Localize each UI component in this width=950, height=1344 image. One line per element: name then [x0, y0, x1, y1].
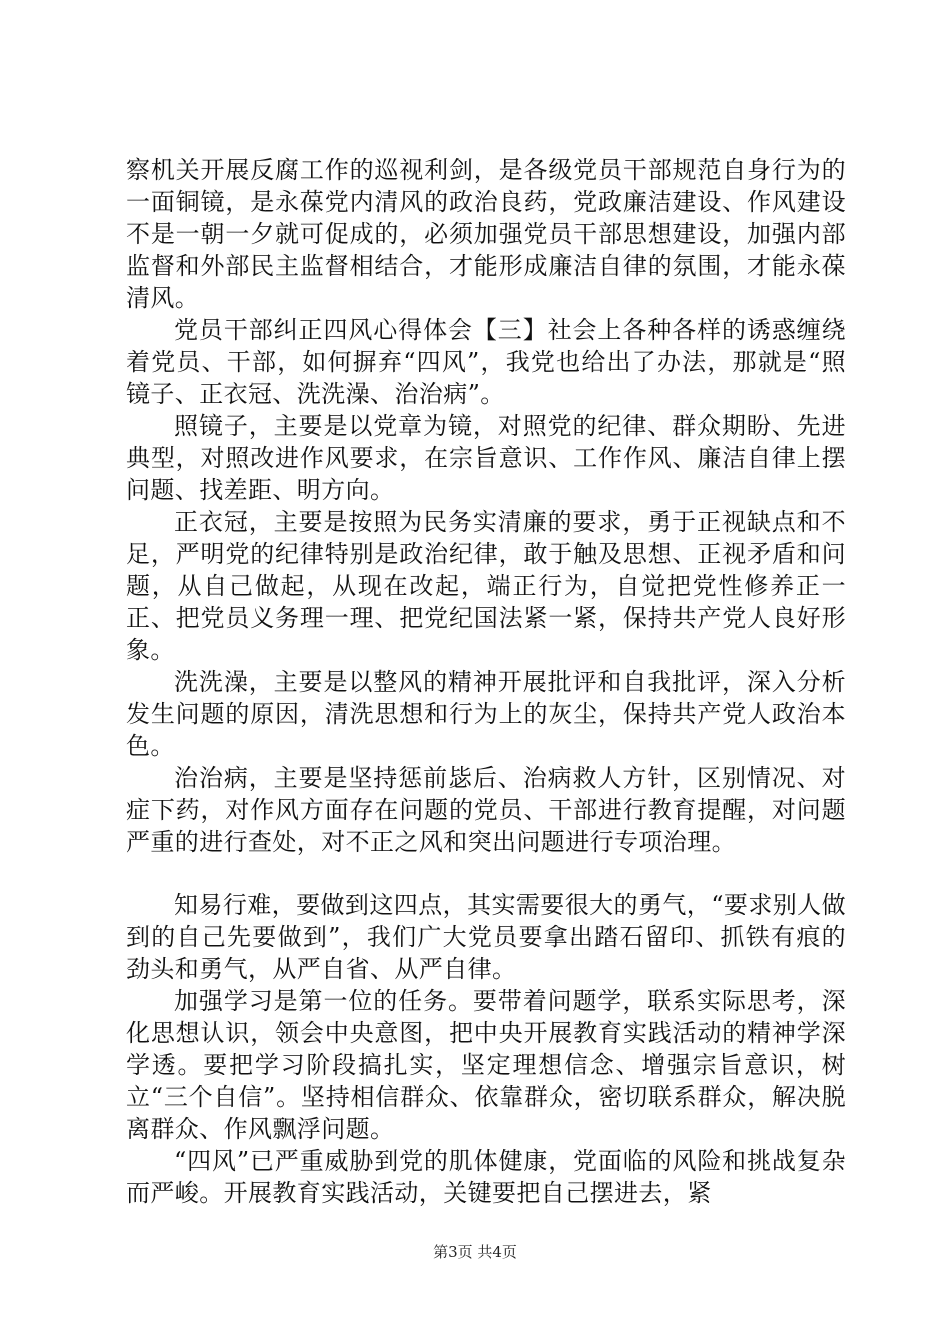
- paragraph-study: 加强学习是第一位的任务。要带着问题学，联系实际思考，深化思想认识，领会中央意图，把中央开展教育实践活动的精神学深学透。要把学习阶段搞扎实，坚定理想信念、增强宗旨意识，树立“三个自信”。坚持相信群众、依靠群众，密切联系群众，解决脱离群众、作风飘浮问题。: [126, 987, 846, 1143]
- paragraph-cure: 治治病，主要是坚持惩前毖后、治病救人方针，区别情况、对症下药，对作风方面存在问题的党员、干部进行教育提醒，对问题严重的进行查处，对不正之风和突出问题进行专项治理。: [126, 764, 846, 856]
- paragraph-section-three-intro: 党员干部纠正四风心得体会【三】社会上各种各样的诱惑缠绕着党员、干部，如何摒弃“四风”，我党也给出了办法，那就是“照镜子、正衣冠、洗洗澡、治治病”。: [126, 316, 846, 408]
- page-number-footer: 第3页 共4页: [433, 1243, 517, 1261]
- paragraph-dress: 正衣冠，主要是按照为民务实清廉的要求，勇于正视缺点和不足，严明党的纪律特别是政治纪律，敢于触及思想、正视矛盾和问题，从自己做起，从现在改起，端正行为，自觉把党性修养正一正、把党员义务理一理、把党纪国法紧一紧，保持共产党人良好形象。: [126, 508, 846, 664]
- paragraph-gap: [126, 858, 846, 889]
- paragraph-know-easy: 知易行难，要做到这四点，其实需要很大的勇气，“要求别人做到的自己先要做到”，我们广大党员要拿出踏石留印、抓铁有痕的劲头和勇气，从严自省、从严自律。: [126, 891, 846, 983]
- paragraph-bath: 洗洗澡，主要是以整风的精神开展批评和自我批评，深入分析发生问题的原因，清洗思想和行为上的灰尘，保持共产党人政治本色。: [126, 668, 846, 760]
- paragraph-mirror: 照镜子，主要是以党章为镜，对照党的纪律、群众期盼、先进典型，对照改进作风要求，在宗旨意识、工作作风、廉洁自律上摆问题、找差距、明方向。: [126, 412, 846, 504]
- paragraph-continuation: 察机关开展反腐工作的巡视利剑，是各级党员干部规范自身行为的一面铜镜，是永葆党内清风的政治良药，党政廉洁建设、作风建设不是一朝一夕就可促成的，必须加强党员干部思想建设，加强内部监督和外部民主监督相结合，才能形成廉洁自律的氛围，才能永葆清风。: [126, 156, 846, 312]
- paragraph-four-winds: “四风”已严重威胁到党的肌体健康，党面临的风险和挑战复杂而严峻。开展教育实践活动，关键要把自己摆进去，紧: [126, 1147, 846, 1207]
- document-body: [126, 154, 846, 1209]
